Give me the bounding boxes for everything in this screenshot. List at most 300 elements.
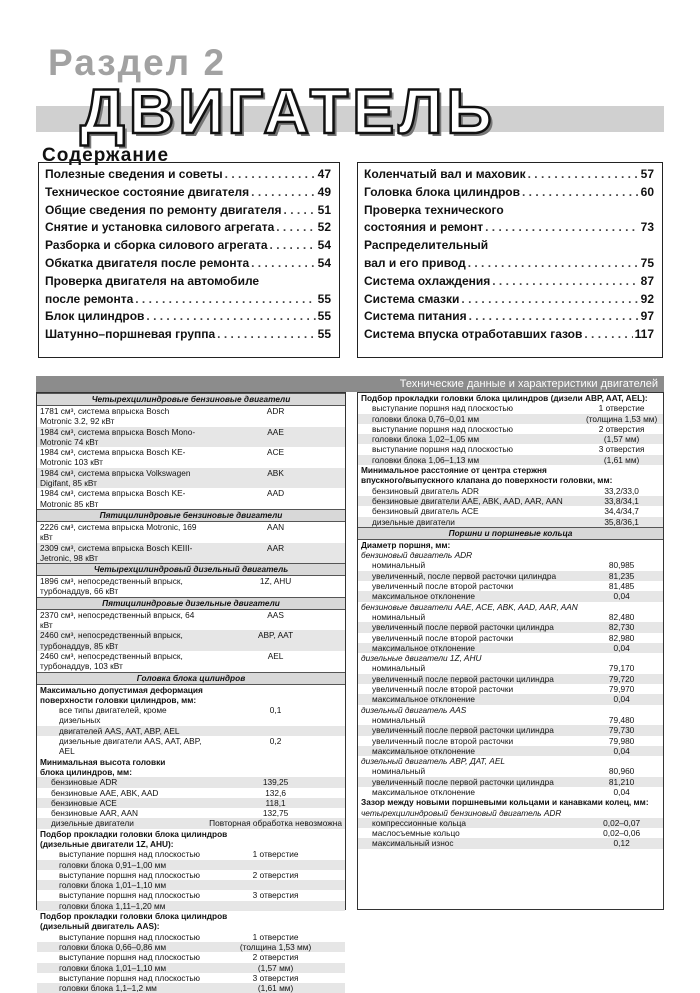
toc-leader bbox=[217, 326, 315, 344]
spec-label: бензиновый двигатель ADR bbox=[361, 550, 473, 561]
spec-label: увеличенный после второй расточки bbox=[372, 581, 514, 592]
spec-row bbox=[358, 797, 663, 807]
toc-item[interactable] bbox=[364, 202, 654, 238]
spec-value: 34,4/34,7 bbox=[604, 506, 639, 517]
spec-value: 3 отверстия bbox=[598, 444, 645, 455]
spec-row bbox=[358, 766, 663, 776]
spec-row bbox=[358, 705, 663, 715]
toc-page: 75 bbox=[640, 255, 654, 270]
spec-value: 79,730 bbox=[580, 725, 663, 735]
spec-label: головки блока 1,01–1,10 мм bbox=[37, 880, 345, 890]
toc-title: Общие сведения по ремонту двигателя bbox=[45, 202, 282, 217]
spec-row bbox=[37, 757, 345, 767]
spec-value: 2 отверстия bbox=[598, 423, 645, 434]
toc-leader bbox=[225, 166, 316, 184]
spec-row bbox=[37, 576, 345, 598]
spec-label: головки блока 1,01–1,10 мм bbox=[37, 963, 206, 973]
spec-row bbox=[358, 622, 663, 632]
spec-row bbox=[37, 798, 345, 808]
spec-value: 118,1 bbox=[206, 798, 345, 808]
spec-value: 132,6 bbox=[265, 787, 286, 798]
toc-leader bbox=[485, 219, 639, 237]
spec-label: Диаметр поршня, мм: bbox=[361, 539, 451, 550]
spec-row bbox=[358, 612, 663, 622]
spec-value: 139,25 bbox=[206, 777, 345, 787]
section-header-row bbox=[37, 564, 345, 576]
spec-label: бензиновые двигатели AAE, ACE, ABK, AAD, AAR, AAN bbox=[361, 601, 578, 612]
specs-left bbox=[36, 392, 346, 993]
spec-value: 0,04 bbox=[580, 694, 663, 704]
spec-row bbox=[358, 434, 663, 444]
spec-value: ACE bbox=[267, 447, 285, 458]
spec-row bbox=[358, 653, 663, 663]
spec-value: AAN bbox=[267, 521, 285, 532]
toc-title: Разборка и сборка силового агрегата bbox=[45, 238, 268, 253]
spec-row bbox=[358, 465, 663, 475]
spec-row bbox=[358, 643, 663, 653]
spec-value: 3 отверстия bbox=[252, 972, 299, 983]
spec-label: увеличенный после первой расточки цилиндра bbox=[358, 725, 580, 735]
toc-item[interactable] bbox=[45, 326, 331, 344]
toc-item[interactable] bbox=[364, 237, 654, 273]
spec-value: 1 отверстие bbox=[252, 849, 299, 860]
toc-leader bbox=[146, 308, 315, 326]
spec-label: номинальный bbox=[372, 611, 426, 622]
spec-label: Минимальное расстояние от центра стержня bbox=[361, 465, 547, 476]
spec-value: 0,04 bbox=[613, 786, 630, 797]
spec-row bbox=[358, 591, 663, 601]
spec-value: AAD bbox=[267, 488, 285, 499]
toc-page: 54 bbox=[317, 255, 331, 270]
spec-label: выступание поршня над плоскостью bbox=[59, 849, 200, 860]
spec-row bbox=[37, 695, 345, 705]
toc-title: Головка блока цилиндров bbox=[364, 184, 520, 199]
spec-label: увеличенный после второй расточки bbox=[372, 684, 514, 695]
spec-label: 2460 см³, непосредственный впрыск, турбонаддув, 103 кВт bbox=[40, 650, 183, 672]
spec-label: головки блока 0,66–0,86 мм bbox=[37, 942, 206, 952]
spec-label: (дизельные двигатели 1Z, AHU): bbox=[40, 838, 174, 849]
spec-value: 81,235 bbox=[580, 571, 663, 581]
spec-label: выступание поршня над плоскостью bbox=[59, 972, 200, 983]
spec-label: 1896 см³, непосредственный впрыск, турбонаддув, 66 кВт bbox=[40, 576, 183, 597]
spec-label: бензиновые ACE bbox=[37, 798, 206, 808]
spec-value: 81,485 bbox=[608, 581, 635, 592]
spec-label: максимальное отклонение bbox=[358, 643, 580, 653]
spec-label: увеличенный после первой расточки цилиндра bbox=[358, 622, 580, 632]
section-header: Головка блока цилиндров bbox=[37, 672, 345, 684]
toc-page: 55 bbox=[317, 291, 331, 306]
spec-label: дизельный двигатель AAS bbox=[361, 704, 467, 715]
spec-row bbox=[37, 901, 345, 911]
spec-row bbox=[37, 839, 345, 849]
spec-value: 79,970 bbox=[608, 684, 635, 695]
spec-label: выступание поршня над плоскостью bbox=[59, 890, 200, 901]
spec-row bbox=[37, 963, 345, 973]
spec-value: (толщина 1,53 мм) bbox=[580, 414, 663, 424]
spec-row bbox=[358, 746, 663, 756]
spec-row bbox=[37, 983, 345, 993]
spec-row bbox=[37, 777, 345, 787]
specs-right bbox=[357, 392, 664, 910]
spec-row bbox=[358, 455, 663, 465]
toc-page: 52 bbox=[317, 220, 331, 235]
spec-label: 1984 см³, система впрыска Bosch KE-Motronic 103 кВт bbox=[40, 447, 186, 468]
spec-label: выступание поршня над плоскостью bbox=[59, 952, 200, 963]
spec-label: дизельные двигатели 1Z, AHU bbox=[361, 653, 482, 664]
spec-row bbox=[37, 488, 345, 509]
spec-label: Максимально допустимая деформация bbox=[40, 684, 203, 695]
spec-value: 0,2 bbox=[269, 736, 282, 747]
section-header-row bbox=[37, 597, 345, 609]
toc-page: 51 bbox=[317, 202, 331, 217]
spec-label: 2226 см³, система впрыска Motronic, 169 кВт bbox=[40, 521, 197, 543]
spec-value: 82,980 bbox=[608, 632, 635, 643]
spec-value: 0,04 bbox=[580, 746, 663, 756]
spec-row bbox=[358, 444, 663, 454]
spec-label: дизельные двигатели bbox=[37, 818, 206, 828]
spec-value: ADR bbox=[266, 406, 285, 416]
spec-value: AEL bbox=[267, 650, 284, 661]
toc-title: Шатунно–поршневая группа bbox=[45, 327, 216, 342]
spec-row bbox=[358, 633, 663, 643]
toc-page: 117 bbox=[634, 327, 654, 342]
spec-row bbox=[358, 517, 663, 528]
spec-value: 33,2/33,0 bbox=[604, 485, 639, 496]
toc-title: Проверка двигателя на автомобиле bbox=[45, 273, 260, 288]
toc-page: 54 bbox=[317, 238, 331, 253]
spec-label: бензиновый двигатель ACE bbox=[372, 506, 479, 517]
section-header-row bbox=[358, 527, 663, 539]
spec-label: компрессионные кольца bbox=[358, 818, 580, 828]
toc-title-cont: состояния и ремонт bbox=[364, 220, 484, 235]
spec-label: бензиновый двигатель ADR bbox=[372, 485, 479, 496]
spec-label: увеличенный после первой расточки цилиндра bbox=[358, 674, 580, 684]
toc-title: Техническое состояние двигателя bbox=[45, 184, 250, 199]
toc-item[interactable] bbox=[45, 255, 331, 273]
spec-label: бензиновые AAE, ABK, AAD bbox=[51, 787, 159, 798]
spec-label: 2460 см³, непосредственный впрыск, турбонаддув, 85 кВт bbox=[37, 630, 206, 651]
spec-value: 132,75 bbox=[262, 808, 289, 819]
spec-label: головки блока 0,91–1,00 мм bbox=[37, 860, 345, 870]
spec-row bbox=[358, 602, 663, 612]
spec-value: 81,210 bbox=[580, 777, 663, 787]
toc-item[interactable] bbox=[45, 184, 331, 202]
spec-label: максимальное отклонение bbox=[372, 786, 475, 797]
spec-value: 0,12 bbox=[580, 838, 663, 848]
toc-item[interactable] bbox=[364, 166, 654, 184]
spec-value: 82,730 bbox=[580, 622, 663, 632]
spec-row bbox=[37, 705, 345, 726]
spec-label: выступание поршня над плоскостью bbox=[59, 931, 200, 942]
toc-page: 87 bbox=[640, 273, 654, 288]
spec-row bbox=[37, 447, 345, 468]
spec-label: бензиновые AAR, AAN bbox=[51, 808, 139, 819]
spec-row bbox=[358, 694, 663, 704]
spec-label: Минимальная высота головки bbox=[40, 756, 166, 767]
toc-title: Проверка технического bbox=[364, 202, 504, 217]
toc-title: Коленчатый вал и маховик bbox=[364, 167, 526, 181]
spec-value: 80,985 bbox=[608, 560, 635, 571]
spec-label: все типы двигателей, кроме дизельных bbox=[59, 705, 167, 726]
spec-label: 1984 см³, система впрыска Bosch KE-Motronic 85 кВт bbox=[40, 488, 186, 509]
toc-item[interactable] bbox=[45, 166, 331, 184]
toc-leader bbox=[270, 237, 316, 255]
spec-value: 33,8/34,1 bbox=[580, 496, 663, 506]
spec-row bbox=[37, 942, 345, 952]
toc-leader bbox=[492, 273, 638, 291]
toc-page: 49 bbox=[317, 184, 331, 199]
spec-value: 0,02–0,06 bbox=[603, 828, 641, 839]
spec-row bbox=[37, 890, 345, 900]
contents-heading: Содержание bbox=[42, 145, 170, 166]
spec-row bbox=[37, 736, 345, 757]
spec-label: номинальный bbox=[372, 560, 426, 571]
spec-row bbox=[37, 651, 345, 672]
toc-title: Блок цилиндров bbox=[45, 309, 145, 324]
spec-row bbox=[358, 539, 663, 550]
spec-row bbox=[358, 550, 663, 560]
section-header: Пятицилиндровые бензиновые двигатели bbox=[37, 509, 345, 521]
spec-value: (1,57 мм) bbox=[206, 963, 345, 973]
spec-row bbox=[358, 838, 663, 848]
spec-row bbox=[37, 543, 345, 564]
toc-title: Полезные сведения и советы bbox=[45, 167, 223, 181]
spec-label: 1984 см³, система впрыска Bosch Mono-Motronic 74 кВт bbox=[37, 427, 206, 448]
spec-row bbox=[358, 674, 663, 684]
toc-item[interactable] bbox=[45, 273, 331, 309]
spec-value: AAE bbox=[206, 427, 345, 448]
spec-row bbox=[37, 808, 345, 818]
spec-label: максимальное отклонение bbox=[358, 591, 580, 601]
section-header: Поршни и поршневые кольца bbox=[358, 527, 663, 539]
toc-left bbox=[38, 162, 340, 358]
spec-row bbox=[358, 756, 663, 766]
toc-title: Распределительный bbox=[364, 238, 489, 253]
spec-row bbox=[37, 818, 345, 828]
toc-title: Система охлаждения bbox=[364, 273, 491, 288]
toc-page: 55 bbox=[317, 327, 331, 342]
spec-row bbox=[37, 921, 345, 931]
toc-title-cont: вал и его привод bbox=[364, 255, 466, 270]
spec-label: номинальный bbox=[372, 766, 426, 777]
spec-row bbox=[358, 403, 663, 413]
spec-value: 2 отверстия bbox=[252, 869, 299, 880]
toc-right bbox=[357, 162, 663, 358]
toc-title: Обкатка двигателя после ремонта bbox=[45, 255, 250, 270]
chapter-title: ДВИГАТЕЛЬ bbox=[80, 77, 496, 147]
spec-label: Подбор прокладки головки блока цилиндров bbox=[40, 828, 228, 839]
spec-label: выступание поршня над плоскостью bbox=[372, 423, 513, 434]
spec-label: максимальное отклонение bbox=[358, 694, 580, 704]
spec-label: увеличенный после второй расточки bbox=[372, 632, 514, 643]
spec-label: двигателей AAS, AAT, ABP, AEL bbox=[37, 726, 345, 736]
spec-value: Повторная обработка невозможна bbox=[206, 818, 345, 828]
toc-page: 57 bbox=[640, 167, 654, 181]
spec-label: (дизельный двигатель AAS): bbox=[40, 921, 160, 932]
toc-item[interactable] bbox=[45, 308, 331, 326]
spec-value: 82,480 bbox=[608, 611, 635, 622]
spec-value: 0,1 bbox=[269, 705, 282, 716]
spec-label: дизельный двигатель ABP, ДАТ, AEL bbox=[361, 756, 505, 767]
toc-leader bbox=[251, 255, 316, 273]
spec-label: головки блока 1,06–1,13 мм bbox=[358, 455, 580, 465]
toc-item[interactable] bbox=[364, 308, 654, 326]
spec-row bbox=[37, 427, 345, 448]
tech-data-band: Технические данные и характеристики двигателей bbox=[36, 376, 664, 392]
toc-title: Система питания bbox=[364, 309, 467, 324]
section-header: Четырехцилиндровый дизельный двигатель bbox=[37, 564, 345, 576]
section-header-row bbox=[37, 394, 345, 406]
section-header: Пятицилиндровые дизельные двигатели bbox=[37, 597, 345, 609]
spec-value: 1 отверстие bbox=[252, 931, 299, 942]
toc-title: Система впуска отработавших газов bbox=[364, 327, 583, 342]
toc-page: 97 bbox=[640, 309, 654, 324]
toc-leader bbox=[528, 166, 639, 184]
spec-row bbox=[37, 788, 345, 798]
spec-row bbox=[358, 496, 663, 506]
spec-row bbox=[37, 911, 345, 921]
toc-leader bbox=[251, 184, 315, 202]
spec-row bbox=[37, 521, 345, 542]
spec-row bbox=[37, 684, 345, 695]
spec-label: блока цилиндров, мм: bbox=[40, 766, 132, 777]
spec-row bbox=[37, 849, 345, 859]
spec-value: 0,04 bbox=[580, 591, 663, 601]
spec-value: ABP, AAT bbox=[206, 630, 345, 651]
toc-page: 92 bbox=[640, 291, 654, 306]
spec-label: головки блока 0,76–0,01 мм bbox=[358, 414, 580, 424]
section-label: Раздел 2 bbox=[48, 42, 227, 83]
spec-value: 79,170 bbox=[608, 663, 635, 674]
spec-row bbox=[358, 777, 663, 787]
spec-label: дизельные двигатели AAS, AAT, ABP, AEL bbox=[59, 736, 202, 757]
spec-label: номинальный bbox=[372, 663, 426, 674]
spec-value: ABK bbox=[206, 468, 345, 489]
toc-item[interactable] bbox=[45, 219, 331, 237]
spec-label: выступание поршня над плоскостью bbox=[372, 444, 513, 455]
toc-leader bbox=[461, 291, 638, 309]
spec-value: (1,61 мм) bbox=[206, 983, 345, 993]
spec-row bbox=[358, 808, 663, 818]
spec-label: 2309 см³, система впрыска Bosch KEIII-Jetronic, 98 кВт bbox=[37, 543, 206, 564]
spec-row bbox=[358, 486, 663, 496]
spec-row bbox=[37, 406, 345, 427]
toc-item[interactable] bbox=[45, 202, 331, 220]
toc-item[interactable] bbox=[364, 184, 654, 202]
spec-value: 0,04 bbox=[580, 643, 663, 653]
spec-label: головки блока 1,1–1,2 мм bbox=[37, 983, 206, 993]
spec-label: 1781 см³, система впрыска Bosch Motronic 3.2, 92 кВт bbox=[40, 406, 170, 427]
spec-value: 79,720 bbox=[580, 674, 663, 684]
spec-row bbox=[37, 952, 345, 962]
spec-value: 79,980 bbox=[608, 735, 635, 746]
toc-leader bbox=[522, 184, 639, 202]
section-header-row bbox=[37, 509, 345, 521]
spec-value: AAR bbox=[206, 543, 345, 564]
spec-label: максимальный износ bbox=[358, 838, 580, 848]
spec-row bbox=[37, 870, 345, 880]
spec-row bbox=[358, 663, 663, 673]
spec-row bbox=[358, 414, 663, 424]
toc-page: 47 bbox=[317, 167, 331, 181]
spec-row bbox=[358, 571, 663, 581]
toc-page: 73 bbox=[640, 220, 654, 235]
toc-title: Система смазки bbox=[364, 291, 460, 306]
spec-row bbox=[358, 787, 663, 797]
spec-value: 0,02–0,07 bbox=[580, 818, 663, 828]
toc-leader bbox=[468, 255, 639, 273]
spec-row bbox=[37, 880, 345, 890]
toc-leader bbox=[284, 202, 316, 220]
spec-row bbox=[358, 560, 663, 570]
toc-leader bbox=[469, 308, 639, 326]
toc-item[interactable] bbox=[45, 237, 331, 255]
spec-label: дизельные двигатели bbox=[358, 517, 580, 528]
spec-row bbox=[358, 475, 663, 485]
spec-row bbox=[358, 715, 663, 725]
spec-row bbox=[37, 829, 345, 839]
spec-row bbox=[358, 725, 663, 735]
toc-title-cont: после ремонта bbox=[45, 291, 134, 306]
spec-label: увеличенный после первой расточки цилиндра bbox=[358, 777, 580, 787]
spec-label: впускного/выпускного клапана до поверхности головки, мм: bbox=[361, 475, 613, 486]
spec-value: 79,480 bbox=[608, 714, 635, 725]
spec-value: 3 отверстия bbox=[252, 890, 299, 901]
spec-row bbox=[37, 726, 345, 736]
spec-row bbox=[37, 609, 345, 630]
toc-page: 55 bbox=[317, 309, 331, 324]
spec-row bbox=[358, 581, 663, 591]
spec-label: бензиновые двигатели AAE, ABK, AAD, AAR, AAN bbox=[358, 496, 580, 506]
toc-leader bbox=[584, 326, 632, 344]
spec-value: 1Z, AHU bbox=[259, 576, 292, 587]
toc-leader bbox=[135, 291, 315, 309]
spec-label: 2370 см³, непосредственный впрыск, 64 кВт bbox=[40, 609, 195, 631]
spec-row bbox=[37, 630, 345, 651]
spec-label: номинальный bbox=[372, 714, 426, 725]
spec-row bbox=[358, 393, 663, 403]
spec-label: максимальное отклонение bbox=[358, 746, 580, 756]
spec-row bbox=[358, 506, 663, 516]
spec-row bbox=[37, 468, 345, 489]
spec-value: AAS bbox=[267, 609, 284, 620]
toc-item[interactable] bbox=[364, 273, 654, 291]
spec-value: 1 отверстие bbox=[598, 403, 645, 414]
spec-value: (1,61 мм) bbox=[580, 455, 663, 465]
spec-label: увеличенный после второй расточки bbox=[372, 735, 514, 746]
toc-leader bbox=[276, 219, 315, 237]
spec-label: выступание поршня над плоскостью bbox=[372, 403, 513, 414]
spec-row bbox=[37, 860, 345, 870]
spec-value: 35,8/36,1 bbox=[580, 517, 663, 528]
toc-item[interactable] bbox=[364, 291, 654, 309]
spec-row bbox=[358, 736, 663, 746]
spec-row bbox=[37, 973, 345, 983]
spec-label: Подбор прокладки головки блока цилиндров bbox=[40, 911, 228, 922]
toc-item[interactable] bbox=[364, 326, 654, 344]
toc-title: Снятие и установка силового агрегата bbox=[45, 220, 275, 235]
spec-label: бензиновые ADR bbox=[37, 777, 206, 787]
spec-value: (толщина 1,53 мм) bbox=[206, 942, 345, 952]
spec-row bbox=[37, 767, 345, 777]
toc-page: 60 bbox=[640, 184, 654, 199]
section-header-row bbox=[37, 672, 345, 684]
section-header: Четырехцилиндровые бензиновые двигатели bbox=[37, 394, 345, 406]
spec-label: головки блока 1,11–1,20 мм bbox=[37, 901, 345, 911]
spec-label: увеличенный, после первой расточки цилиндра bbox=[358, 571, 580, 581]
spec-label: четырехцилиндровый бензиновый двигатель ADR bbox=[361, 807, 562, 818]
spec-label: 1984 см³, система впрыска Volkswagen Digifant, 85 кВт bbox=[37, 468, 206, 489]
